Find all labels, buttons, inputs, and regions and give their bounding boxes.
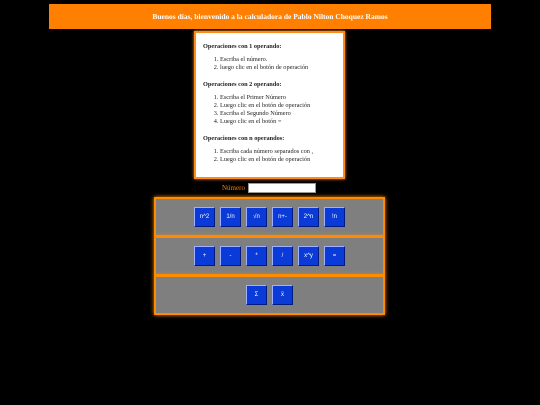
unary-operations-panel [154, 197, 385, 237]
section-n-operands [203, 135, 337, 164]
steps-list [203, 94, 337, 126]
instructions-box [194, 31, 345, 179]
section-title: Operaciones con 1 operando: [203, 43, 282, 50]
steps-list [203, 148, 337, 164]
power-button[interactable]: x^y [298, 246, 319, 266]
square-button[interactable]: n^2 [194, 207, 215, 227]
mean-button[interactable]: x̄ [272, 285, 293, 305]
number-row [222, 183, 316, 193]
number-label: Número [222, 184, 245, 192]
section-one-operand [203, 43, 337, 72]
binary-operations-panel [154, 236, 385, 276]
section-two-operands [203, 81, 337, 126]
section-title: Operaciones con 2 operando: [203, 81, 282, 88]
step-item: 1. Escriba cada número separados con , [220, 148, 337, 156]
power-of-two-button[interactable]: 2^n [298, 207, 319, 227]
page-header [49, 4, 491, 29]
step-item: 2. luego clic en el botón de operación [220, 64, 337, 72]
sum-button[interactable]: Σ [246, 285, 267, 305]
multiply-button[interactable]: * [246, 246, 267, 266]
subtract-button[interactable]: - [220, 246, 241, 266]
reciprocal-button[interactable]: 1/n [220, 207, 241, 227]
number-input[interactable] [248, 183, 316, 193]
section-title: Operaciones con n operandos: [203, 135, 285, 142]
step-item: 2. Luego clic en el botón de operación [220, 156, 337, 164]
divide-button[interactable]: / [272, 246, 293, 266]
steps-list [203, 56, 337, 72]
step-item: 1. Escriba el Primer Número [220, 94, 337, 102]
step-item: 1. Escriba el número. [220, 56, 337, 64]
step-item: 2. Luego clic en el botón de operación [220, 102, 337, 110]
equals-button[interactable]: = [324, 246, 345, 266]
negate-button[interactable]: n+- [272, 207, 293, 227]
page-title: Buenos días, bienvenido a la calculadora de Pablo Nilton Choquez Ramos [152, 12, 388, 21]
factorial-button[interactable]: !n [324, 207, 345, 227]
n-operands-panel [154, 275, 385, 315]
square-root-button[interactable]: √n [246, 207, 267, 227]
step-item: 4. Luego clic en el botón = [220, 118, 337, 126]
step-item: 3. Escriba el Segundo Número [220, 110, 337, 118]
add-button[interactable]: + [194, 246, 215, 266]
